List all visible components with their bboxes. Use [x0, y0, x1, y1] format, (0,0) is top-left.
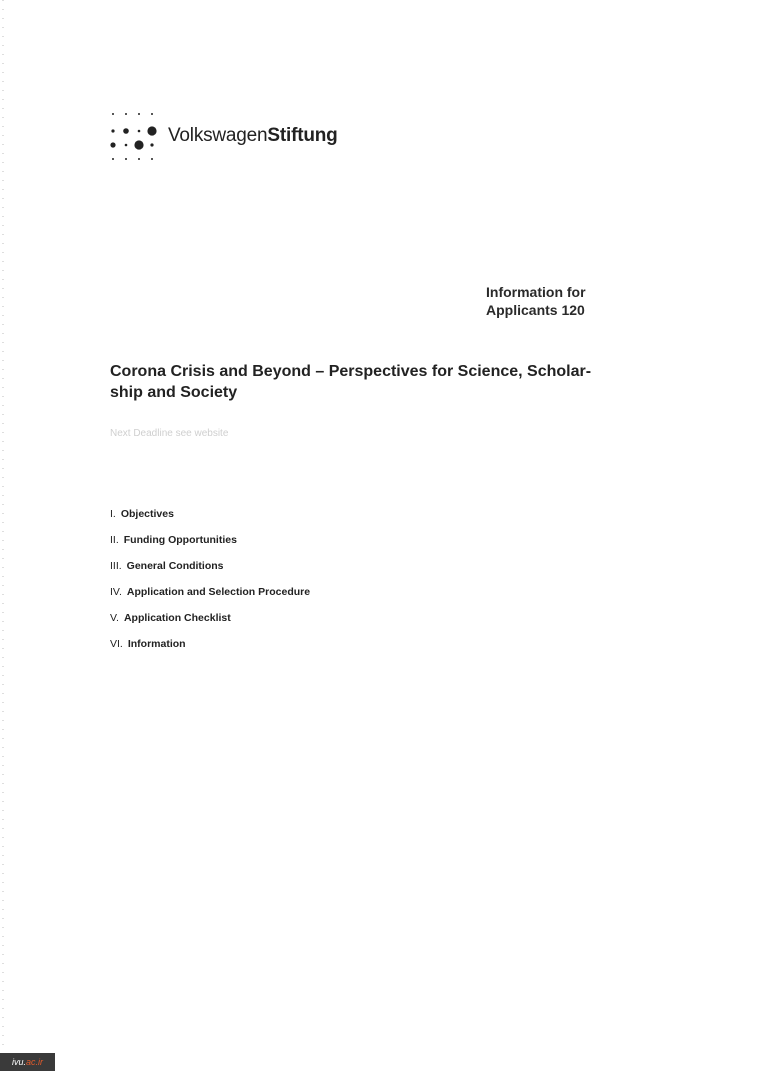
toc-item: [110, 611, 310, 637]
toc-number: III.: [110, 560, 122, 572]
watermark-prefix: ivu.: [11, 1057, 26, 1067]
document-label-line1: Information for: [486, 284, 586, 300]
toc-number: I.: [110, 508, 116, 520]
dot-grid-logo-icon: [108, 110, 162, 162]
scan-edge: [2, 0, 4, 1060]
logo-name-bold: Stiftung: [267, 125, 338, 146]
toc-number: IV.: [110, 586, 122, 598]
title-line2: ship and Society: [110, 384, 238, 401]
logo-wordmark: [168, 125, 338, 147]
toc-item: [110, 507, 310, 533]
toc-item: [110, 533, 310, 559]
toc-label: General Conditions: [126, 560, 224, 572]
title-line1: Corona Crisis and Beyond – Perspectives for Science, Scholar-: [110, 363, 592, 380]
toc-item: [110, 559, 310, 585]
toc-item: [110, 637, 310, 663]
toc-label: Funding Opportunities: [123, 534, 237, 546]
volkswagenstiftung-logo: [108, 110, 338, 162]
deadline-note: Next Deadline see website: [110, 428, 229, 439]
watermark-accent: ac.ir: [26, 1057, 44, 1067]
toc-label: Objectives: [120, 508, 174, 520]
toc-label: Application and Selection Procedure: [126, 586, 311, 598]
toc-number: II.: [110, 534, 119, 546]
table-of-contents: [110, 507, 310, 663]
toc-number: VI.: [110, 638, 123, 650]
document-label-line2: Applicants 120: [486, 302, 585, 318]
toc-number: V.: [110, 612, 119, 624]
toc-label: Information: [127, 638, 186, 650]
document-title: [110, 361, 640, 403]
toc-label: Application Checklist: [123, 612, 231, 624]
watermark-badge: [0, 1053, 55, 1071]
document-label: [486, 283, 586, 319]
logo-name-light: Volkswagen: [168, 125, 268, 146]
toc-item: [110, 585, 310, 611]
